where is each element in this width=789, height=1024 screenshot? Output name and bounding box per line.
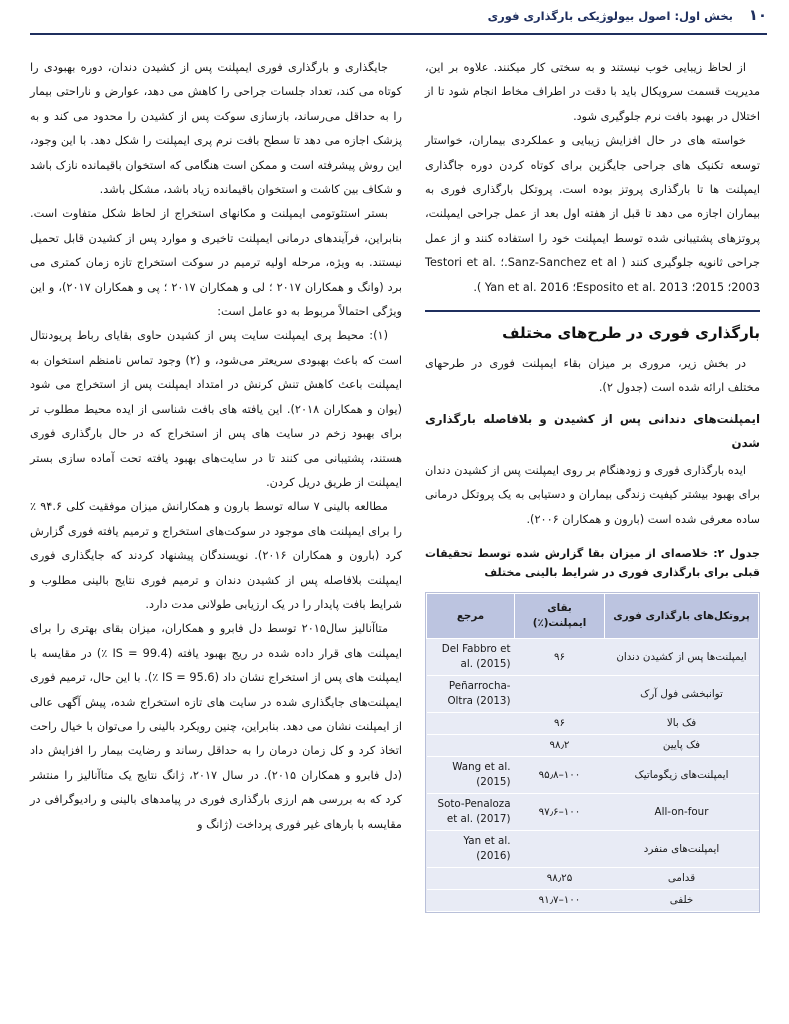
paragraph: مطالعه بالینی ۷ ساله توسط بارون و همکارانش میزان موفقیت کلی ۹۴.۶ ٪ را برای ایمپلنت های موجود در سوکت‌های استخراج و ترمیم یافته فوری گزارش کرد (بارون و همکاران ۲۰۱۶). نویسندگان پیشنهاد کردند که جایگذاری فوری ایمپلنت بلافاصله پس از کشیدن دندان و ترمیم فوری نتایج بالینی مطلوب و شرایط بافت پایدار را در یک ارزیابی طولانی مدت دارد.	[30, 500, 402, 611]
header-survival: بقای ایمپلنت(٪)	[515, 594, 605, 639]
left-column	[30, 56, 402, 1016]
cell-survival: ۹۸٫۲۵	[515, 868, 605, 890]
cell-protocol: توانبخشی فول آرک	[605, 676, 759, 713]
cell-protocol: ایمپلنت‌های زیگوماتیک	[605, 757, 759, 794]
running-title: بخش اول: اصول بیولوژیکی بارگذاری فوری	[487, 9, 733, 23]
table-row	[427, 868, 759, 890]
header-protocol: پروتکل‌های بارگذاری فوری	[605, 594, 759, 639]
cell-reference	[427, 713, 515, 735]
cell-protocol: ایمپلنت‌ها پس از کشیدن دندان	[605, 639, 759, 676]
table-header-row	[427, 594, 759, 639]
table-row	[427, 794, 759, 831]
paragraph: در بخش زیر، مروری بر میزان بقاء ایمپلنت فوری در طرحهای مختلف ارائه شده است (جدول ۲).	[425, 357, 760, 395]
table-caption: جدول ۲: خلاصه‌ای از میزان بقا گزارش شده توسط تحقیقات قبلی برای بارگذاری فوری در شرایط بالینی مختلف	[425, 547, 760, 580]
cell-reference: Soto-Penaloza et al. (2017)	[427, 794, 515, 831]
right-column	[425, 56, 760, 1016]
cell-protocol: ایمپلنت‌های منفرد	[605, 831, 759, 868]
cell-reference	[427, 868, 515, 890]
cell-survival: ۹۸٫۲	[515, 735, 605, 757]
cell-survival: ۹۶	[515, 713, 605, 735]
section-title: بارگذاری فوری در طرح‌های مختلف	[425, 310, 760, 346]
table-row	[427, 676, 759, 713]
paragraph: ایده بارگذاری فوری و زودهنگام بر روی ایمپلنت پس از کشیدن دندان برای بهبود بیشتر کیفیت زندگی بیماران و دستیابی به یک پروتکل درمانی ساده معرفی شده است (بارون و همکاران ۲۰۰۶).	[425, 463, 760, 526]
cell-protocol: All-on-four	[605, 794, 759, 831]
cell-protocol: فک بالا	[605, 713, 759, 735]
cell-survival	[515, 831, 605, 868]
paragraph: خواسته های در حال افزایش زیبایی و عملکردی بیماران، خواستار توسعه تکنیک های جراحی جایگزین برای کوتاه کردن دوره جاگذاری ایمپلنت ها تا بارگذاری پروتز بوده است. پروتکل بارگذاری فوری به بیماران اجازه می دهد تا قبل از هفته اول بعد از عمل جراحی ایمپلنت، پروتزهای پشتیبانی شده توسط ایمپلنت خود را استفاده کنند و از عمل جراحی ثانویه جلوگیری کنند ( Sanz-Sanchez et al.؛ Testori et al. 2003؛ 2015؛ Esposito et al. 2013؛ Yan et al. 2016 ).	[425, 134, 761, 294]
cell-reference	[427, 890, 515, 912]
cell-survival: ۱۰۰–۹۷٫۶	[515, 794, 605, 831]
cell-protocol: فک پایین	[605, 735, 759, 757]
table-row	[427, 757, 759, 794]
paragraph: جایگذاری و بارگذاری فوری ایمپلنت پس از کشیدن دندان، دوره بهبودی را کوتاه می کند، تعداد جلسات جراحی را کاهش می دهد، عوارض و ناراحتی بیمار را به حداقل می‌رساند، بازسازی سوکت پس از کشیدن را محدود می کند و به پزشک اجازه می دهد تا سطح بافت نرم پری ایمپلنت را شکل دهد. با این وجود، این روش پیشرفته است و ممکن است هنگامی که استخوان باقیمانده نازک باشد و شکاف بین کاشت و استخوان باقیمانده زیاد باشد، مشکل باشد.	[30, 61, 402, 197]
cell-reference: Peñarrocha-Oltra (2013)	[427, 676, 515, 713]
survival-table	[425, 592, 760, 913]
cell-reference: Wang et al. (2015)	[427, 757, 515, 794]
cell-survival: ۱۰۰–۹۵٫۸	[515, 757, 605, 794]
paragraph: متاآنالیز سال۲۰۱۵ توسط دل فابرو و همکاران، میزان بقای بهتری را برای ایمپلنت های قرار داده شده در ریج بهبود یافته (IS = 99.4 ٪) در مقایسه با ایمپلنت های پس از استخراج نشان داد (IS = 95.6 ٪). با این حال، ترمیم فوری ایمپلنت‌های جایگذاری شده در سایت های تازه استخراج شده، پیش آگهی عالی از ایمپلنت نشان می دهد. بنابراین، چنین رویکرد بالینی را می‌توان با خیال راحت اتخاذ کرد و کل زمان درمان را به حداقل رساند و رضایت بیمار را افزایش داد (دل فابرو و همکاران ۲۰۱۵). در سال ۲۰۱۷، ژانگ نتایج یک متاآنالیز را منتشر کرد که به بررسی هم ارزی بارگذاری فوری در پیامدهای بالینی و رادیوگرافی در مقایسه با بارهای غیر فوری پرداخت (ژانگ و	[30, 622, 403, 831]
cell-survival	[515, 676, 605, 713]
paragraph: بستر استئوتومی ایمپلنت و مکانهای استخراج از لحاظ شکل متفاوت است. بنابراین، فرآیندهای درمانی ایمپلنت تاخیری و موارد پس از کشیدن قابل تحمیل نیستند. به ویژه، مرحله اولیه ترمیم در سوکت استخراج تازه زمان کمتری می برد (وانگ و همکاران ۲۰۱۷ ؛ لی و همکاران ۲۰۱۷ ؛ پی و همکاران ۲۰۱۷)، و این ویژگی احتمالاً مربوط به دو عامل است:	[30, 207, 403, 319]
cell-reference: Yan et al. (2016)	[427, 831, 515, 868]
table-row	[427, 639, 759, 676]
header-reference: مرجع	[427, 594, 515, 639]
cell-survival: ۹۶	[515, 639, 605, 676]
cell-survival: ۱۰۰–۹۱٫۷	[515, 890, 605, 912]
cell-protocol: خلفی	[605, 890, 759, 912]
header-rule	[30, 33, 767, 35]
cell-protocol: قدامی	[605, 868, 759, 890]
page-header	[0, 0, 789, 34]
cell-reference: Del Fabbro et al. (2015)	[427, 639, 515, 676]
table-row	[427, 890, 759, 912]
paragraph: از لحاظ زیبایی خوب نیستند و به سختی کار میکنند. علاوه بر این، مدیریت قسمت سرویکال باید با دقت در اطراف مخاط انجام شود تا از اختلال در بهبود بافت نرم جلوگیری شود.	[425, 61, 760, 123]
page-number: ۱۰	[748, 6, 767, 24]
table-row	[427, 713, 759, 735]
cell-reference	[427, 735, 515, 757]
table-row	[427, 831, 759, 868]
table-row	[427, 735, 759, 757]
subsection-title: ایمپلنت‌های دندانی پس از کشیدن و بلافاصله بارگذاری شدن	[425, 411, 760, 450]
paragraph: (۱): محیط پری ایمپلنت سایت پس از کشیدن حاوی بقایای رباط پریودنتال است که باعث بهبودی سریعتر می‌شود، و (۲) وجود تماس نامنظم استخوان به ایمپلنت باعث کاهش تنش کرنش در امتداد ایمپلنت پس از استخراج می شود (یوان و همکاران ۲۰۱۸). این یافته های بافت شناسی از ایده محیط مطلوب تر برای بهبود زخم در سایت های پس از استخراج که در حال بارگذاری فوری هستند، پشتیبانی می کنند تا در سایت‌های بهبود یافته تحت آماده سازی بستر ایمپلنت از طریق دریل کردن.	[30, 329, 402, 489]
